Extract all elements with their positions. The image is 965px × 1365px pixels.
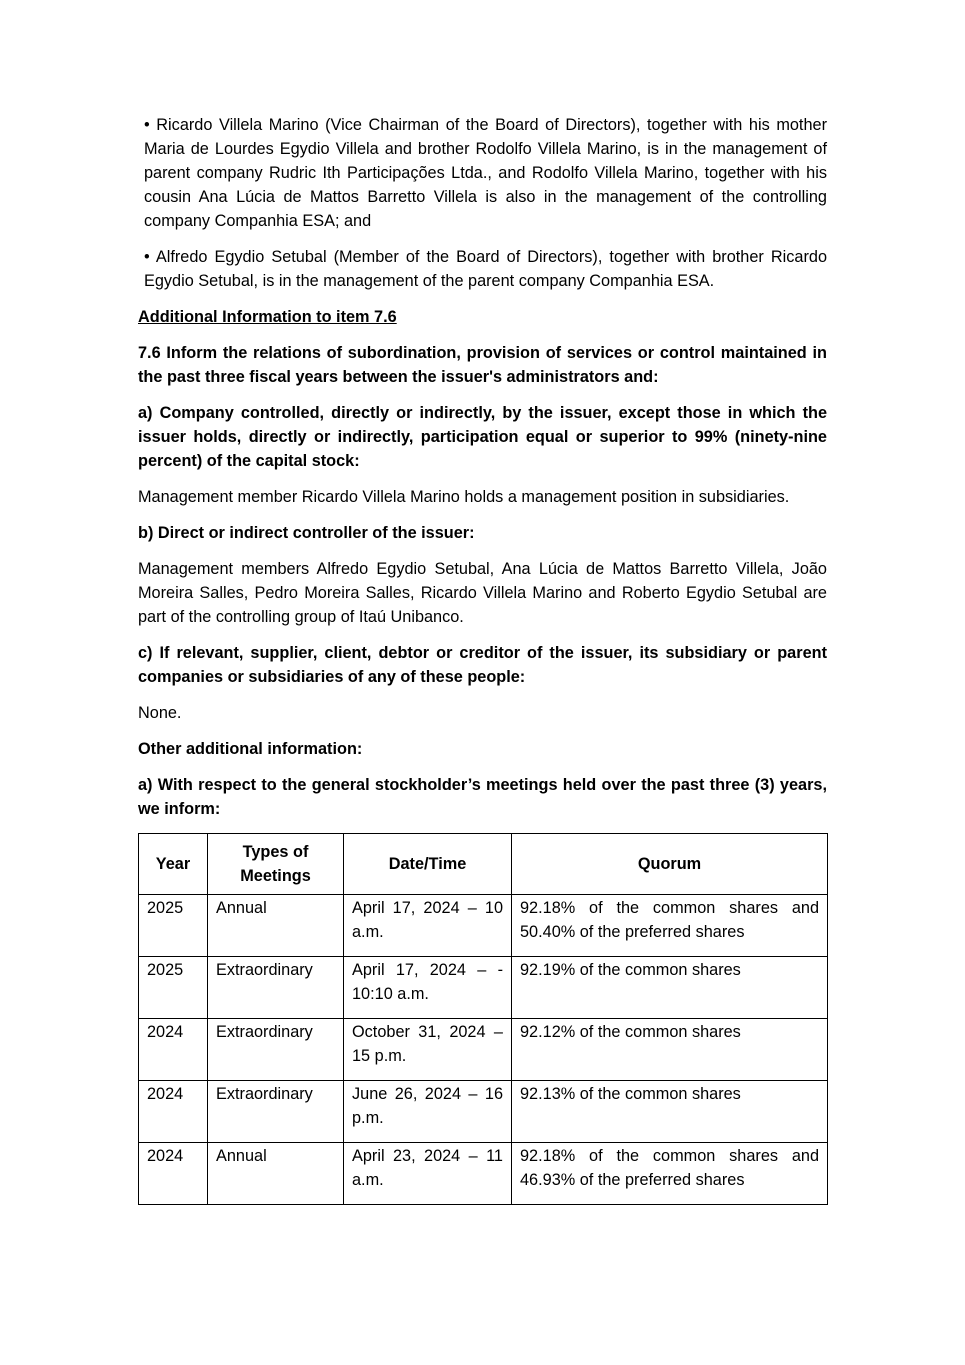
header-quorum: Quorum: [512, 834, 828, 895]
table-row: [139, 895, 828, 957]
cell-date-time: April 17, 2024 – - 10:10 a.m.: [344, 957, 512, 1019]
question-7-6: 7.6 Inform the relations of subordination, provision of services or control maintained in the past three fiscal years between the issuer's administrators and:: [138, 344, 827, 386]
table-row: [139, 1081, 828, 1143]
answer-a: Management member Ricardo Villela Marino holds a management position in subsidiaries.: [138, 488, 790, 506]
cell-year: 2024: [139, 1081, 208, 1143]
cell-date-time: April 23, 2024 – 11 a.m.: [344, 1143, 512, 1205]
bullet-ricardo-villela-marino: • Ricardo Villela Marino (Vice Chairman of the Board of Directors), together with his mother Maria de Lourdes Egydio Villela and brother Rodolfo Villela Marino, is in the management of parent company Rudric Ith Participações Ltda., and Rodolfo Villela Marino, together with his cousin Ana Lúcia de Mattos Barretto Villela is also in the management of the controlling company Companhia ESA; and: [144, 116, 827, 230]
cell-quorum: 92.12% of the common shares: [512, 1019, 828, 1081]
cell-quorum: 92.13% of the common shares: [512, 1081, 828, 1143]
cell-type: Extraordinary: [208, 957, 344, 1019]
cell-quorum: 92.18% of the common shares and 50.40% of the preferred shares: [512, 895, 828, 957]
cell-year: 2024: [139, 1143, 208, 1205]
question-b: b) Direct or indirect controller of the issuer:: [138, 524, 475, 542]
cell-type: Extraordinary: [208, 1019, 344, 1081]
meetings-table: [138, 833, 828, 1205]
answer-c: None.: [138, 704, 182, 722]
cell-type: Annual: [208, 895, 344, 957]
table-row: [139, 1143, 828, 1205]
header-types-of-meetings: Types of Meetings: [208, 834, 344, 895]
cell-year: 2025: [139, 957, 208, 1019]
meetings-intro: a) With respect to the general stockholder’s meetings held over the past three (3) years, we inform:: [138, 776, 827, 818]
cell-date-time: April 17, 2024 – 10 a.m.: [344, 895, 512, 957]
cell-quorum: 92.18% of the common shares and 46.93% of the preferred shares: [512, 1143, 828, 1205]
bullet-alfredo-egydio-setubal: • Alfredo Egydio Setubal (Member of the Board of Directors), together with brother Ricardo Egydio Setubal, is in the management of the parent company Companhia ESA.: [144, 248, 827, 290]
header-year: Year: [139, 834, 208, 895]
cell-year: 2025: [139, 895, 208, 957]
other-info-heading: Other additional information:: [138, 740, 363, 758]
table-row: [139, 1019, 828, 1081]
question-a: a) Company controlled, directly or indirectly, by the issuer, except those in which the issuer holds, directly or indirectly, participation equal or superior to 99% (ninety-nine percent) of the capital stock:: [138, 404, 827, 470]
cell-quorum: 92.19% of the common shares: [512, 957, 828, 1019]
question-c: c) If relevant, supplier, client, debtor or creditor of the issuer, its subsidiary or parent companies or subsidiaries of any of these people:: [138, 644, 827, 686]
cell-type: Extraordinary: [208, 1081, 344, 1143]
cell-date-time: June 26, 2024 – 16 p.m.: [344, 1081, 512, 1143]
header-date-time: Date/Time: [344, 834, 512, 895]
cell-year: 2024: [139, 1019, 208, 1081]
cell-type: Annual: [208, 1143, 344, 1205]
table-row: [139, 957, 828, 1019]
section-heading: Additional Information to item 7.6: [138, 308, 397, 326]
table-header-row: [139, 834, 828, 895]
answer-b: Management members Alfredo Egydio Setubal, Ana Lúcia de Mattos Barretto Villela, João Moreira Salles, Pedro Moreira Salles, Ricardo Villela Marino and Roberto Egydio Setubal are part of the controlling group of Itaú Unibanco.: [138, 560, 827, 626]
document-body: [138, 113, 827, 1205]
cell-date-time: October 31, 2024 – 15 p.m.: [344, 1019, 512, 1081]
